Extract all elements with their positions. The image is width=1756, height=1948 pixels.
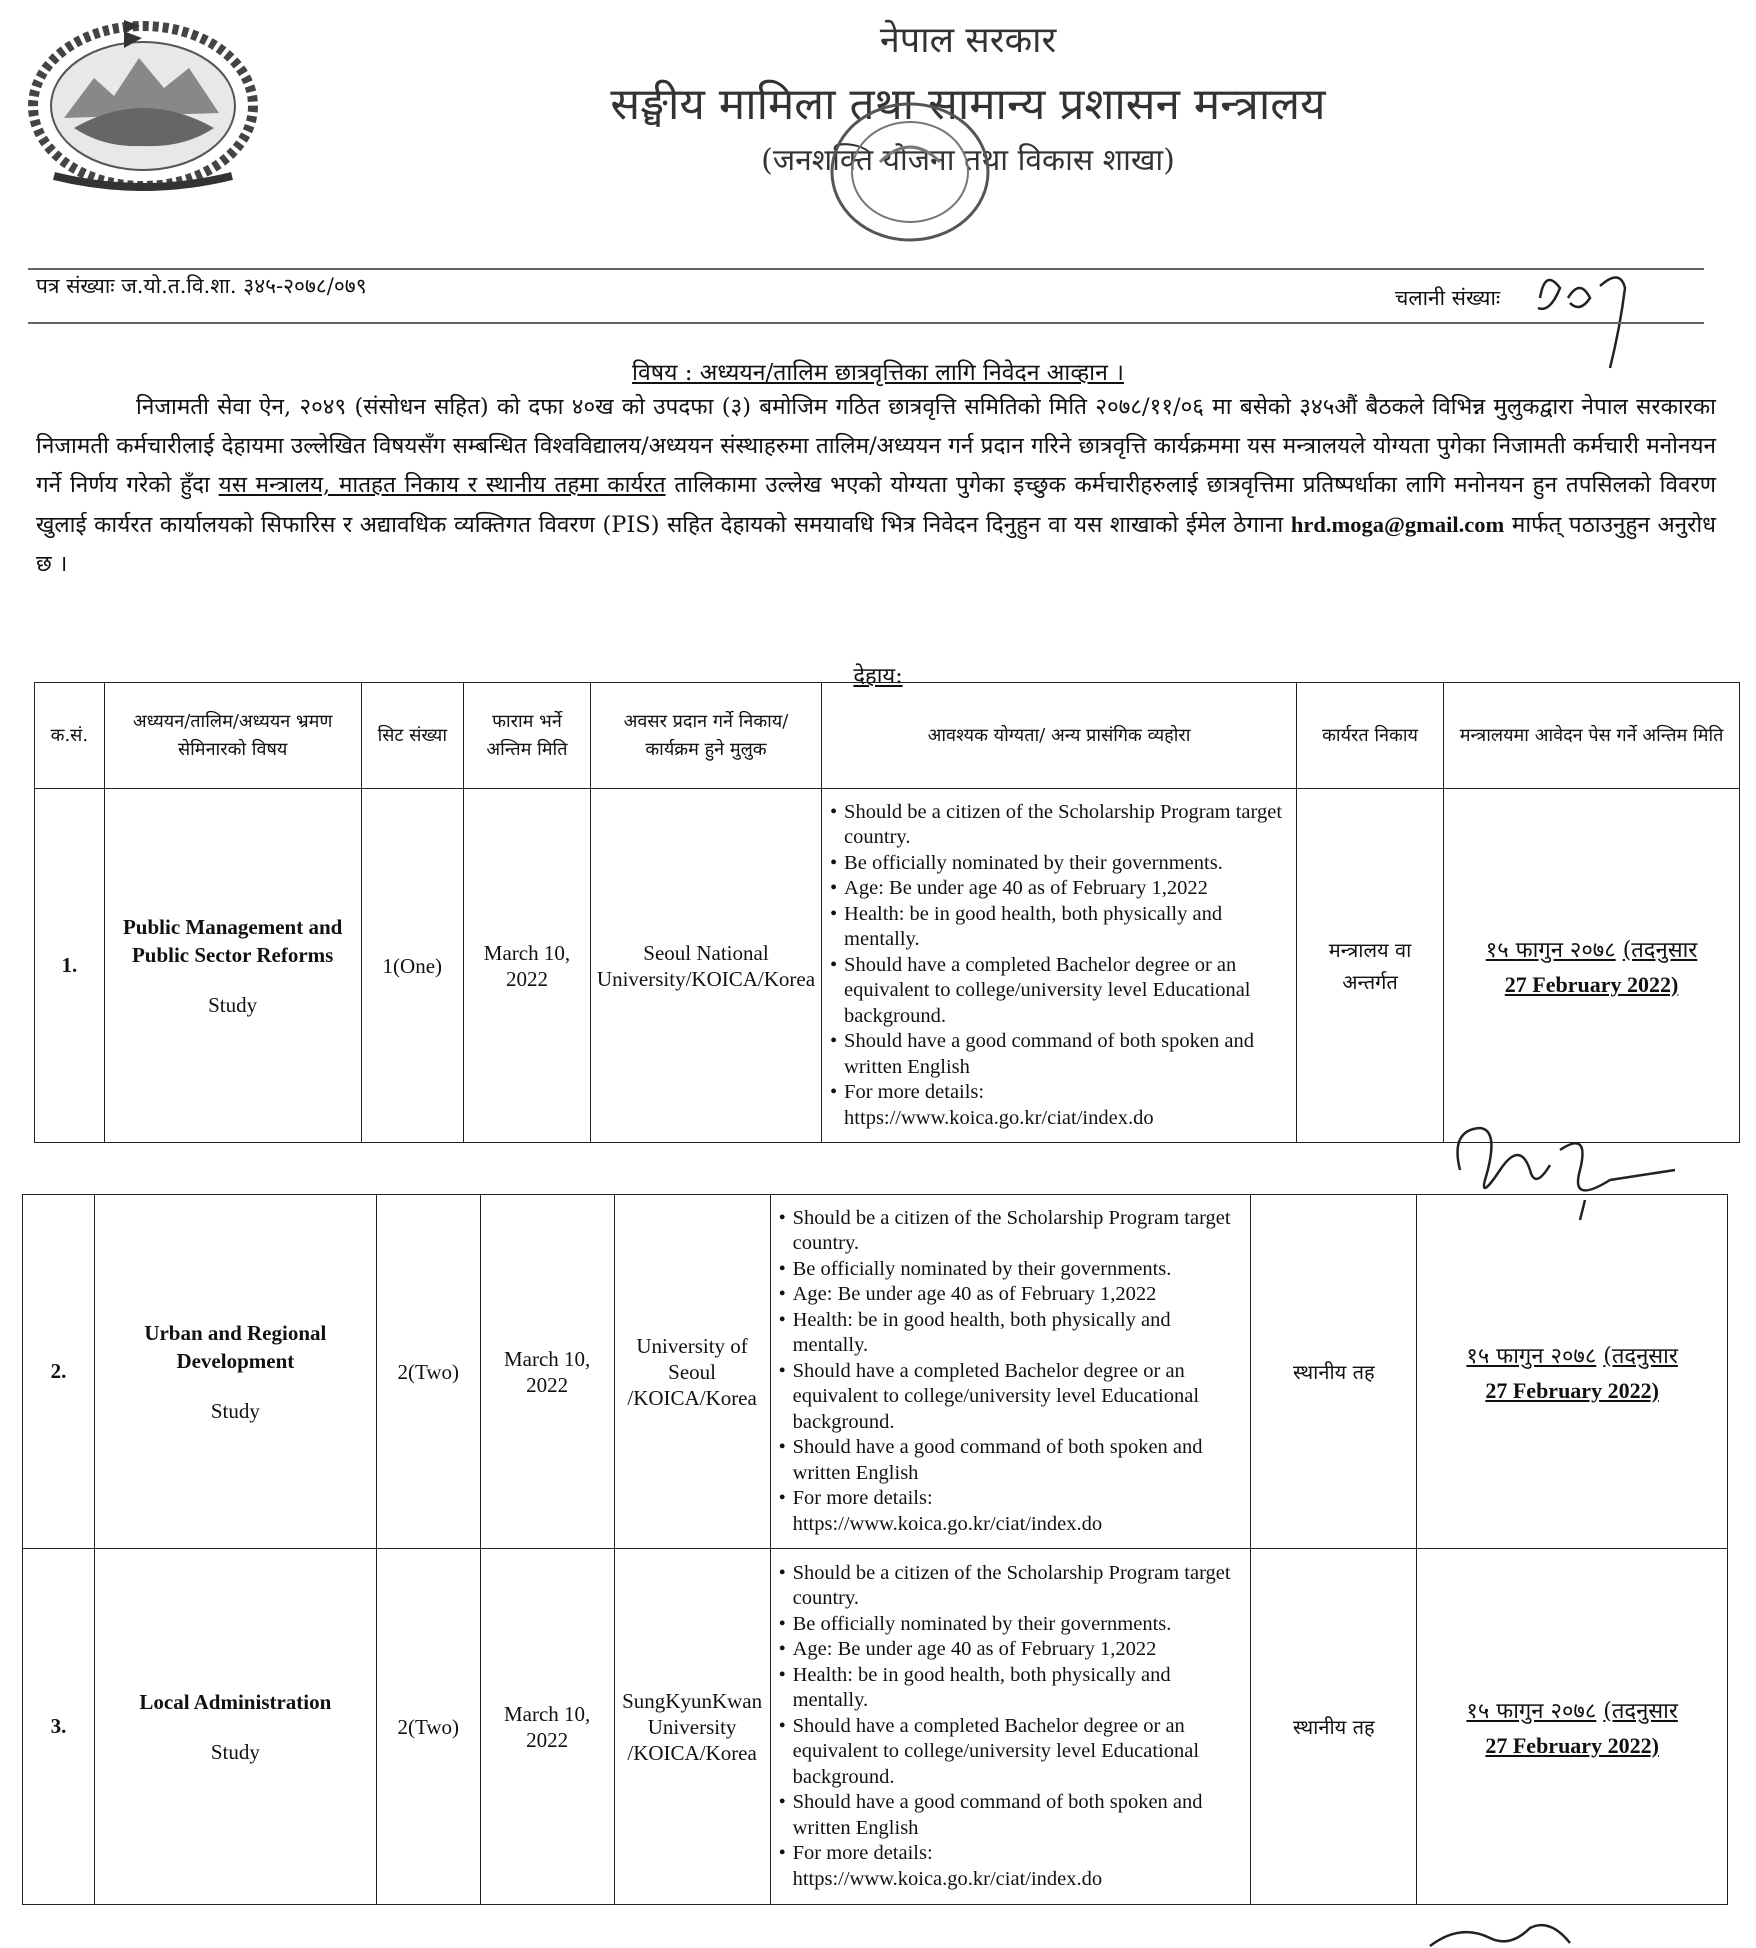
header-form-deadline: फाराम भर्ने अन्तिम मिति: [464, 683, 591, 789]
row-workplace: स्थानीय तह: [1251, 1195, 1417, 1549]
row-topic: Local Administration Study: [94, 1549, 376, 1905]
requirement-item: • Age: Be under age 40 as of February 1,2022: [793, 1282, 1243, 1308]
header-requirements: आवश्यक योग्यता/ अन्य प्रासंगिक व्यहोरा: [822, 683, 1297, 789]
row-seats: 2(Two): [376, 1195, 480, 1549]
header-topic: अध्ययन/तालिम/अध्ययन भ्रमण सेमिनारको विषय: [104, 683, 361, 789]
table-row: [23, 1195, 1728, 1549]
requirement-item: • Should be a citizen of the Scholarship Program target country.: [844, 800, 1288, 851]
row-provider: University of Seoul /KOICA/Korea: [614, 1195, 770, 1549]
requirement-item: • Age: Be under age 40 as of February 1,2022: [793, 1637, 1243, 1663]
scholarship-table-part2: [22, 1194, 1728, 1905]
row-topic: Urban and Regional Development Study: [94, 1195, 376, 1549]
dispatch-label: चलानी संख्याः: [1395, 286, 1501, 310]
body-paragraph: निजामती सेवा ऐन, २०४९ (संसोधन सहित) को दफा ४०ख को उपदफा (३) बमोजिम गठित छात्रवृत्ति समितिको मिति २०७८/११/०६ मा बसेको ३४५औं बैठकले विभिन्न मुलुकद्वारा नेपाल सरकारका निजामती कर्मचारीलाई देहायमा उल्लेखित विषयसँग सम्बन्धित विश्वविद्यालय/अध्ययन संस्थाहरुमा तालिम/अध्ययन गर्न प्रदान गरिने छात्रवृत्ति कार्यक्रममा यस मन्त्रालयले योग्यता पुगेका निजामती कर्मचारी मनोनयन गर्ने निर्णय गरेको हुँदा यस मन्त्रालय, मातहत निकाय र स्थानीय तहमा कार्यरत तालिकामा उल्लेख भएको योग्यता पुगेका इच्छुक कर्मचारीहरुलाई छात्रवृत्तिमा प्रतिष्पर्धाका लागि मनोनयन हुन तपसिलको विवरण खुलाई कार्यरत कार्यालयको सिफारिस र अद्यावधिक व्यक्तिगत विवरण (PIS) सहित देहायको समयावधि भित्र निवेदन दिनुहुन वा यस शाखाको ईमेल ठेगाना hrd.moga@gmail.com मार्फत् पठाउनुहुन अनुरोध छ ।: [36, 394, 1717, 577]
row-form-deadline: March 10, 2022: [480, 1195, 614, 1549]
requirement-item: • Should have a good command of both spoken and written English: [844, 1029, 1288, 1080]
row-sn: 3.: [23, 1549, 95, 1905]
row-topic: Public Management and Public Sector Reforms Study: [104, 789, 361, 1143]
requirement-item: • Should have a good command of both spoken and written English: [793, 1790, 1243, 1841]
row-ministry-deadline: १५ फागुन २०७८ (तदनुसार 27 February 2022): [1444, 789, 1740, 1143]
row-requirements: [770, 1549, 1251, 1905]
subject-line: विषय : अध्ययन/तालिम छात्रवृत्तिका लागि निवेदन आव्हान ।: [632, 360, 1124, 386]
bottom-rule: [28, 322, 1704, 324]
requirement-item: • Should have a good command of both spoken and written English: [793, 1435, 1243, 1486]
table-header-row: [35, 683, 1740, 789]
scholarship-table-part1: [34, 682, 1740, 1143]
header-provider: अवसर प्रदान गर्ने निकाय/कार्यक्रम हुने मुलुक: [590, 683, 821, 789]
row-form-deadline: March 10, 2022: [464, 789, 591, 1143]
requirement-item: • Should be a citizen of the Scholarship Program target country.: [793, 1561, 1243, 1612]
header-sn: क.सं.: [35, 683, 105, 789]
requirement-item: • For more details: https://www.koica.go.kr/ciat/index.do: [793, 1841, 1243, 1892]
table-row: [23, 1549, 1728, 1905]
row-seats: 2(Two): [376, 1549, 480, 1905]
header-ministry: सङ्घीय मामिला तथा सामान्य प्रशासन मन्त्रालय: [610, 79, 1326, 130]
row-ministry-deadline: १५ फागुन २०७८ (तदनुसार 27 February 2022): [1417, 1195, 1728, 1549]
row-sn: 2.: [23, 1195, 95, 1549]
row-ministry-deadline: १५ फागुन २०७८ (तदनुसार 27 February 2022): [1417, 1549, 1728, 1905]
requirement-item: • For more details: https://www.koica.go.kr/ciat/index.do: [793, 1486, 1243, 1537]
signature-mark-bottom: [1420, 1918, 1580, 1948]
requirement-item: • Should have a completed Bachelor degree or an equivalent to college/university level Educational background.: [793, 1714, 1243, 1791]
row-workplace: स्थानीय तह: [1251, 1549, 1417, 1905]
requirement-item: • Be officially nominated by their governments.: [793, 1257, 1243, 1283]
requirement-item: • For more details: https://www.koica.go.kr/ciat/index.do: [844, 1080, 1288, 1131]
requirement-item: • Health: be in good health, both physically and mentally.: [844, 902, 1288, 953]
row-requirements: [822, 789, 1297, 1143]
requirement-item: • Health: be in good health, both physically and mentally.: [793, 1663, 1243, 1714]
row-seats: 1(One): [361, 789, 463, 1143]
body-underlined-phrase: यस मन्त्रालय, मातहत निकाय र स्थानीय तहमा कार्यरत: [218, 472, 666, 498]
requirement-item: • Age: Be under age 40 as of February 1,2022: [844, 876, 1288, 902]
table-row: [35, 789, 1740, 1143]
row-form-deadline: March 10, 2022: [480, 1549, 614, 1905]
row-provider: SungKyunKwan University /KOICA/Korea: [614, 1549, 770, 1905]
top-rule: [28, 268, 1704, 270]
requirement-item: • Health: be in good health, both physically and mentally.: [793, 1308, 1243, 1359]
office-stamp-icon: [820, 92, 1000, 252]
header-seats: सिट संख्या: [361, 683, 463, 789]
header-workplace: कार्यरत निकाय: [1296, 683, 1443, 789]
row-sn: 1.: [35, 789, 105, 1143]
row-provider: Seoul National University/KOICA/Korea: [590, 789, 821, 1143]
row-requirements: [770, 1195, 1251, 1549]
header-ministry-deadline: मन्त्रालयमा आवेदन पेस गर्ने अन्तिम मिति: [1444, 683, 1740, 789]
row-workplace: मन्त्रालय वा अन्तर्गत: [1296, 789, 1443, 1143]
email-address: hrd.moga@gmail.com: [1290, 512, 1505, 537]
header-government: नेपाल सरकार: [879, 20, 1057, 61]
requirement-item: • Be officially nominated by their governments.: [793, 1612, 1243, 1638]
header-branch: (जनशक्ति योजना तथा विकास शाखा): [761, 143, 1175, 178]
requirement-item: • Should have a completed Bachelor degree or an equivalent to college/university level Educational background.: [793, 1359, 1243, 1436]
requirement-item: • Be officially nominated by their governments.: [844, 851, 1288, 877]
requirement-item: • Should be a citizen of the Scholarship Program target country.: [793, 1206, 1243, 1257]
requirement-item: • Should have a completed Bachelor degree or an equivalent to college/university level Educational background.: [844, 953, 1288, 1030]
table-title: देहाय:: [853, 664, 903, 689]
reference-number: पत्र संख्याः ज.यो.त.वि.शा. ३४५-२०७८/०७९: [36, 274, 367, 298]
